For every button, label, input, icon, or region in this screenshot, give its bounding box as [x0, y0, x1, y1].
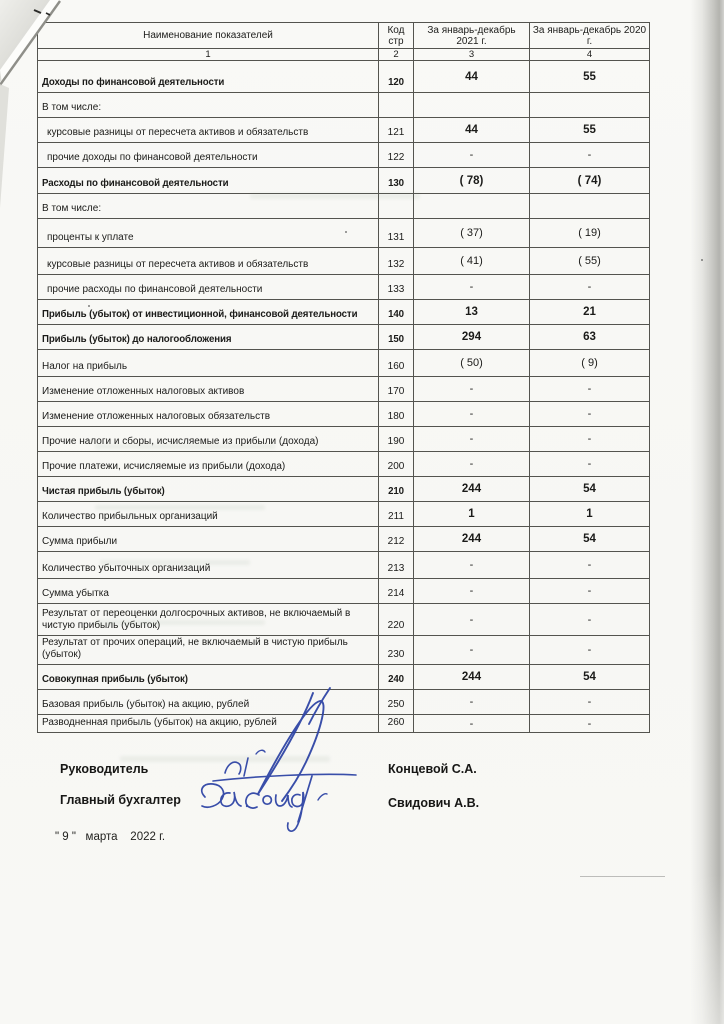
row-label: Результат от переоценки долгосрочных активов, не включаемый в чистую прибыль (убыток) [38, 604, 379, 636]
row-label: Сумма прибыли [38, 527, 379, 552]
row-value-2020: 55 [530, 61, 650, 93]
row-value-2021 [414, 194, 530, 219]
row-value-2021: - [414, 143, 530, 168]
table-row [38, 300, 650, 325]
col-number-2: 2 [379, 49, 414, 61]
row-label: Доходы по финансовой деятельности [38, 61, 379, 93]
row-value-2020: - [530, 143, 650, 168]
col-header-2020: За январь-декабрь 2020 г. [530, 23, 650, 49]
row-label: Количество убыточных организаций [38, 552, 379, 579]
row-label: Прибыль (убыток) от инвестиционной, финансовой деятельности [38, 300, 379, 325]
row-label: Налог на прибыль [38, 350, 379, 377]
row-label: В том числе: [38, 93, 379, 118]
row-label: курсовые разницы от пересчета активов и обязательств [38, 248, 379, 275]
row-value-2020: ( 55) [530, 248, 650, 275]
row-value-2020: ( 19) [530, 219, 650, 248]
row-label: В том числе: [38, 194, 379, 219]
col-number-3: 3 [414, 49, 530, 61]
row-value-2021: - [414, 402, 530, 427]
row-value-2020: - [530, 636, 650, 665]
row-label: Прибыль (убыток) до налогообложения [38, 325, 379, 350]
row-code: 120 [379, 61, 414, 93]
row-value-2021: - [414, 690, 530, 715]
row-value-2021: ( 37) [414, 219, 530, 248]
table-row [38, 552, 650, 579]
row-label: Прочие платежи, исчисляемые из прибыли (дохода) [38, 452, 379, 477]
row-value-2021: ( 50) [414, 350, 530, 377]
row-code: 130 [379, 168, 414, 194]
row-code: 180 [379, 402, 414, 427]
accountant-label: Главный бухгалтер [60, 793, 181, 807]
scan-speck [701, 259, 703, 261]
row-label: курсовые разницы от пересчета активов и обязательств [38, 118, 379, 143]
row-code: 140 [379, 300, 414, 325]
row-value-2020: ( 74) [530, 168, 650, 194]
row-value-2020: - [530, 275, 650, 300]
row-value-2020: - [530, 715, 650, 733]
row-code: 213 [379, 552, 414, 579]
scan-speck [88, 305, 90, 307]
page-fold-corner [0, 0, 130, 220]
row-code: 212 [379, 527, 414, 552]
row-code: 160 [379, 350, 414, 377]
row-value-2021: - [414, 377, 530, 402]
row-label: проценты к уплате [38, 219, 379, 248]
row-label: прочие доходы по финансовой деятельности [38, 143, 379, 168]
row-code: 220 [379, 604, 414, 636]
col-number-1: 1 [38, 49, 379, 61]
row-value-2020: 54 [530, 477, 650, 502]
row-value-2021: 244 [414, 527, 530, 552]
table-row [38, 350, 650, 377]
row-code: 150 [379, 325, 414, 350]
row-label: Базовая прибыль (убыток) на акцию, рублей [38, 690, 379, 715]
row-code: 122 [379, 143, 414, 168]
row-value-2020 [530, 93, 650, 118]
row-value-2020: - [530, 452, 650, 477]
row-code: 133 [379, 275, 414, 300]
row-value-2020 [530, 194, 650, 219]
row-value-2020: 55 [530, 118, 650, 143]
row-value-2021: - [414, 604, 530, 636]
row-value-2020: 54 [530, 665, 650, 690]
row-value-2021: 244 [414, 477, 530, 502]
row-value-2020: - [530, 579, 650, 604]
table-row [38, 452, 650, 477]
row-code: 214 [379, 579, 414, 604]
row-value-2021: - [414, 452, 530, 477]
row-label: Изменение отложенных налоговых обязательств [38, 402, 379, 427]
signatures-ink [180, 580, 410, 860]
row-code: 131 [379, 219, 414, 248]
row-value-2021: - [414, 715, 530, 733]
row-value-2020: - [530, 402, 650, 427]
bleed-through-artifact [95, 444, 275, 449]
row-code: 260 [379, 715, 414, 733]
row-code: 211 [379, 502, 414, 527]
table-row [38, 402, 650, 427]
row-value-2020: 63 [530, 325, 650, 350]
row-value-2021: 1 [414, 502, 530, 527]
row-value-2021: - [414, 427, 530, 452]
row-code [379, 93, 414, 118]
row-code: 200 [379, 452, 414, 477]
row-value-2020: 1 [530, 502, 650, 527]
table-row [38, 325, 650, 350]
scan-edge-shadow-fade [690, 874, 724, 1024]
row-value-2020: - [530, 690, 650, 715]
row-value-2020: - [530, 377, 650, 402]
director-name: Концевой С.А. [388, 762, 477, 776]
row-value-2021: 44 [414, 118, 530, 143]
row-value-2021: - [414, 275, 530, 300]
bleed-through-artifact [250, 193, 420, 199]
row-code: 210 [379, 477, 414, 502]
row-label: Расходы по финансовой деятельности [38, 168, 379, 194]
row-label: Результат от прочих операций, не включаемый в чистую прибыль (убыток) [38, 636, 379, 665]
row-code: 230 [379, 636, 414, 665]
table-row [38, 275, 650, 300]
row-value-2021: 294 [414, 325, 530, 350]
bleed-through-artifact [100, 560, 250, 565]
col-header-2021: За январь-декабрь 2021 г. [414, 23, 530, 49]
scan-speck [345, 231, 347, 233]
row-value-2021: ( 41) [414, 248, 530, 275]
row-code: 121 [379, 118, 414, 143]
row-value-2020: - [530, 427, 650, 452]
row-value-2021: - [414, 636, 530, 665]
row-value-2021: 244 [414, 665, 530, 690]
row-value-2021 [414, 93, 530, 118]
accountant-name: Свидович А.В. [388, 796, 480, 810]
row-value-2021: ( 78) [414, 168, 530, 194]
row-label: Совокупная прибыль (убыток) [38, 665, 379, 690]
faint-pencil-mark [580, 876, 665, 877]
row-value-2020: 21 [530, 300, 650, 325]
row-code: 240 [379, 665, 414, 690]
row-label: прочие расходы по финансовой деятельности [38, 275, 379, 300]
col-number-4: 4 [530, 49, 650, 61]
table-row [38, 219, 650, 248]
col-header-indicators: Наименование показателей [38, 23, 379, 49]
row-value-2020: - [530, 552, 650, 579]
table-row [38, 477, 650, 502]
row-label: Сумма убытка [38, 579, 379, 604]
row-label: Разводненная прибыль (убыток) на акцию, рублей [38, 715, 379, 733]
row-value-2020: - [530, 604, 650, 636]
table-row [38, 377, 650, 402]
row-value-2021: - [414, 579, 530, 604]
row-value-2021: 13 [414, 300, 530, 325]
row-value-2021: 44 [414, 61, 530, 93]
row-code: 250 [379, 690, 414, 715]
row-label: Количество прибыльных организаций [38, 502, 379, 527]
row-label: Чистая прибыль (убыток) [38, 477, 379, 502]
row-code: 132 [379, 248, 414, 275]
row-label: Изменение отложенных налоговых активов [38, 377, 379, 402]
bleed-through-artifact [95, 505, 265, 510]
report-date: " 9 " марта 2022 г. [55, 831, 166, 843]
table-row [38, 248, 650, 275]
table-row [38, 527, 650, 552]
row-value-2020: ( 9) [530, 350, 650, 377]
col-header-code: Код стр [379, 23, 414, 49]
row-label: Прочие налоги и сборы, исчисляемые из прибыли (дохода) [38, 427, 379, 452]
director-signature-icon [213, 688, 356, 801]
row-value-2020: 54 [530, 527, 650, 552]
scan-edge-shadow [690, 0, 724, 1024]
row-value-2021: - [414, 552, 530, 579]
director-label: Руководитель [60, 762, 149, 776]
row-code: 170 [379, 377, 414, 402]
row-code: 190 [379, 427, 414, 452]
